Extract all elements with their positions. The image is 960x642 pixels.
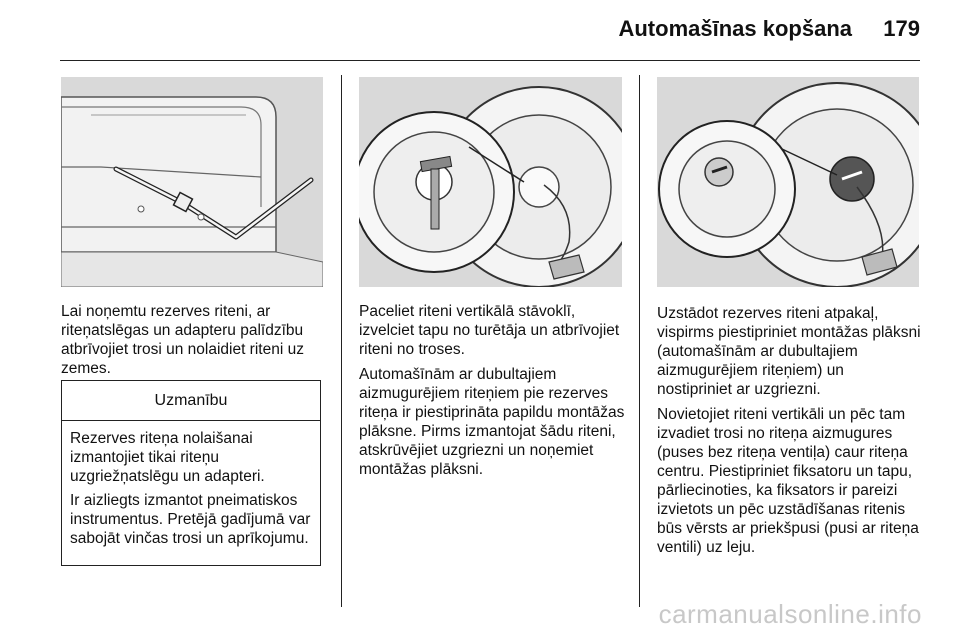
column-1-text: [61, 302, 323, 384]
warning-heading: Uzmanību: [62, 381, 320, 421]
paragraph: Novietojiet riteni vertikāli un pēc tam izvadiet trosi no riteņa aizmugures (puses bez riteņa ventiļa) caur riteņa centru. Piestipriniet fiksatoru un tapu, pārliecinoties, ka fiksators ir pareizi izvietots un pēc uzstādīšanas ritenis būs vērsts ar priekšpusi (pusi ar riteņa ventili) uz leju.: [657, 406, 919, 556]
wheel-reinstall-illustration: [657, 77, 919, 287]
paragraph: Paceliet riteni vertikālā stāvoklī, izvelciet tapu no turētāja un atbrīvojiet riteni no troses.: [359, 303, 620, 358]
warning-paragraph: Rezerves riteņa nolaišanai izmantojiet tikai riteņu uzgriežņatslēgu un adapteri.: [70, 430, 265, 485]
column-divider-2: [639, 75, 640, 607]
watermark: carmanualsonline.info: [658, 599, 922, 629]
figure-wheel-reinstall: [657, 77, 919, 287]
paragraph: Lai noņemtu rezerves riteni, ar riteņatslēgas un adapteru palīdzību atbrīvojiet trosi un nolaidiet riteni uz zemes.: [61, 303, 304, 377]
figure-wrench-lowering: [61, 77, 323, 287]
warning-body: [62, 421, 320, 548]
wheel-cable-illustration: [359, 77, 622, 287]
header-rule: [60, 60, 920, 61]
page-title: Automašīnas kopšana: [618, 16, 852, 41]
column-3-text: [657, 304, 923, 563]
column-divider-1: [341, 75, 342, 607]
paragraph: Automašīnām ar dubultajiem aizmugurējiem riteņiem pie rezerves riteņa ir piestiprināta papildu montāžas plāksne. Pirms izmantojat šādu riteni, atskrūvējiet uzgriezni un noņemiet montāžas plāksni.: [359, 366, 625, 478]
figure-wheel-cable: [359, 77, 622, 287]
wrench-illustration: [61, 77, 323, 287]
warning-paragraph: Ir aizliegts izmantot pneimatiskos instrumentus. Pretējā gadījumā var sabojāt vinčas trosi un aprīkojumu.: [70, 492, 311, 547]
paragraph: Uzstādot rezerves riteni atpakaļ, vispirms piestipriniet montāžas plāksni (automašīnām ar dubultajiem aizmugurējiem riteņiem) un nostipriniet ar uzgriezni.: [657, 305, 921, 398]
page-number: 179: [883, 16, 920, 41]
column-2-text: [359, 302, 625, 485]
warning-box: [61, 380, 321, 566]
page-header: [0, 0, 960, 60]
